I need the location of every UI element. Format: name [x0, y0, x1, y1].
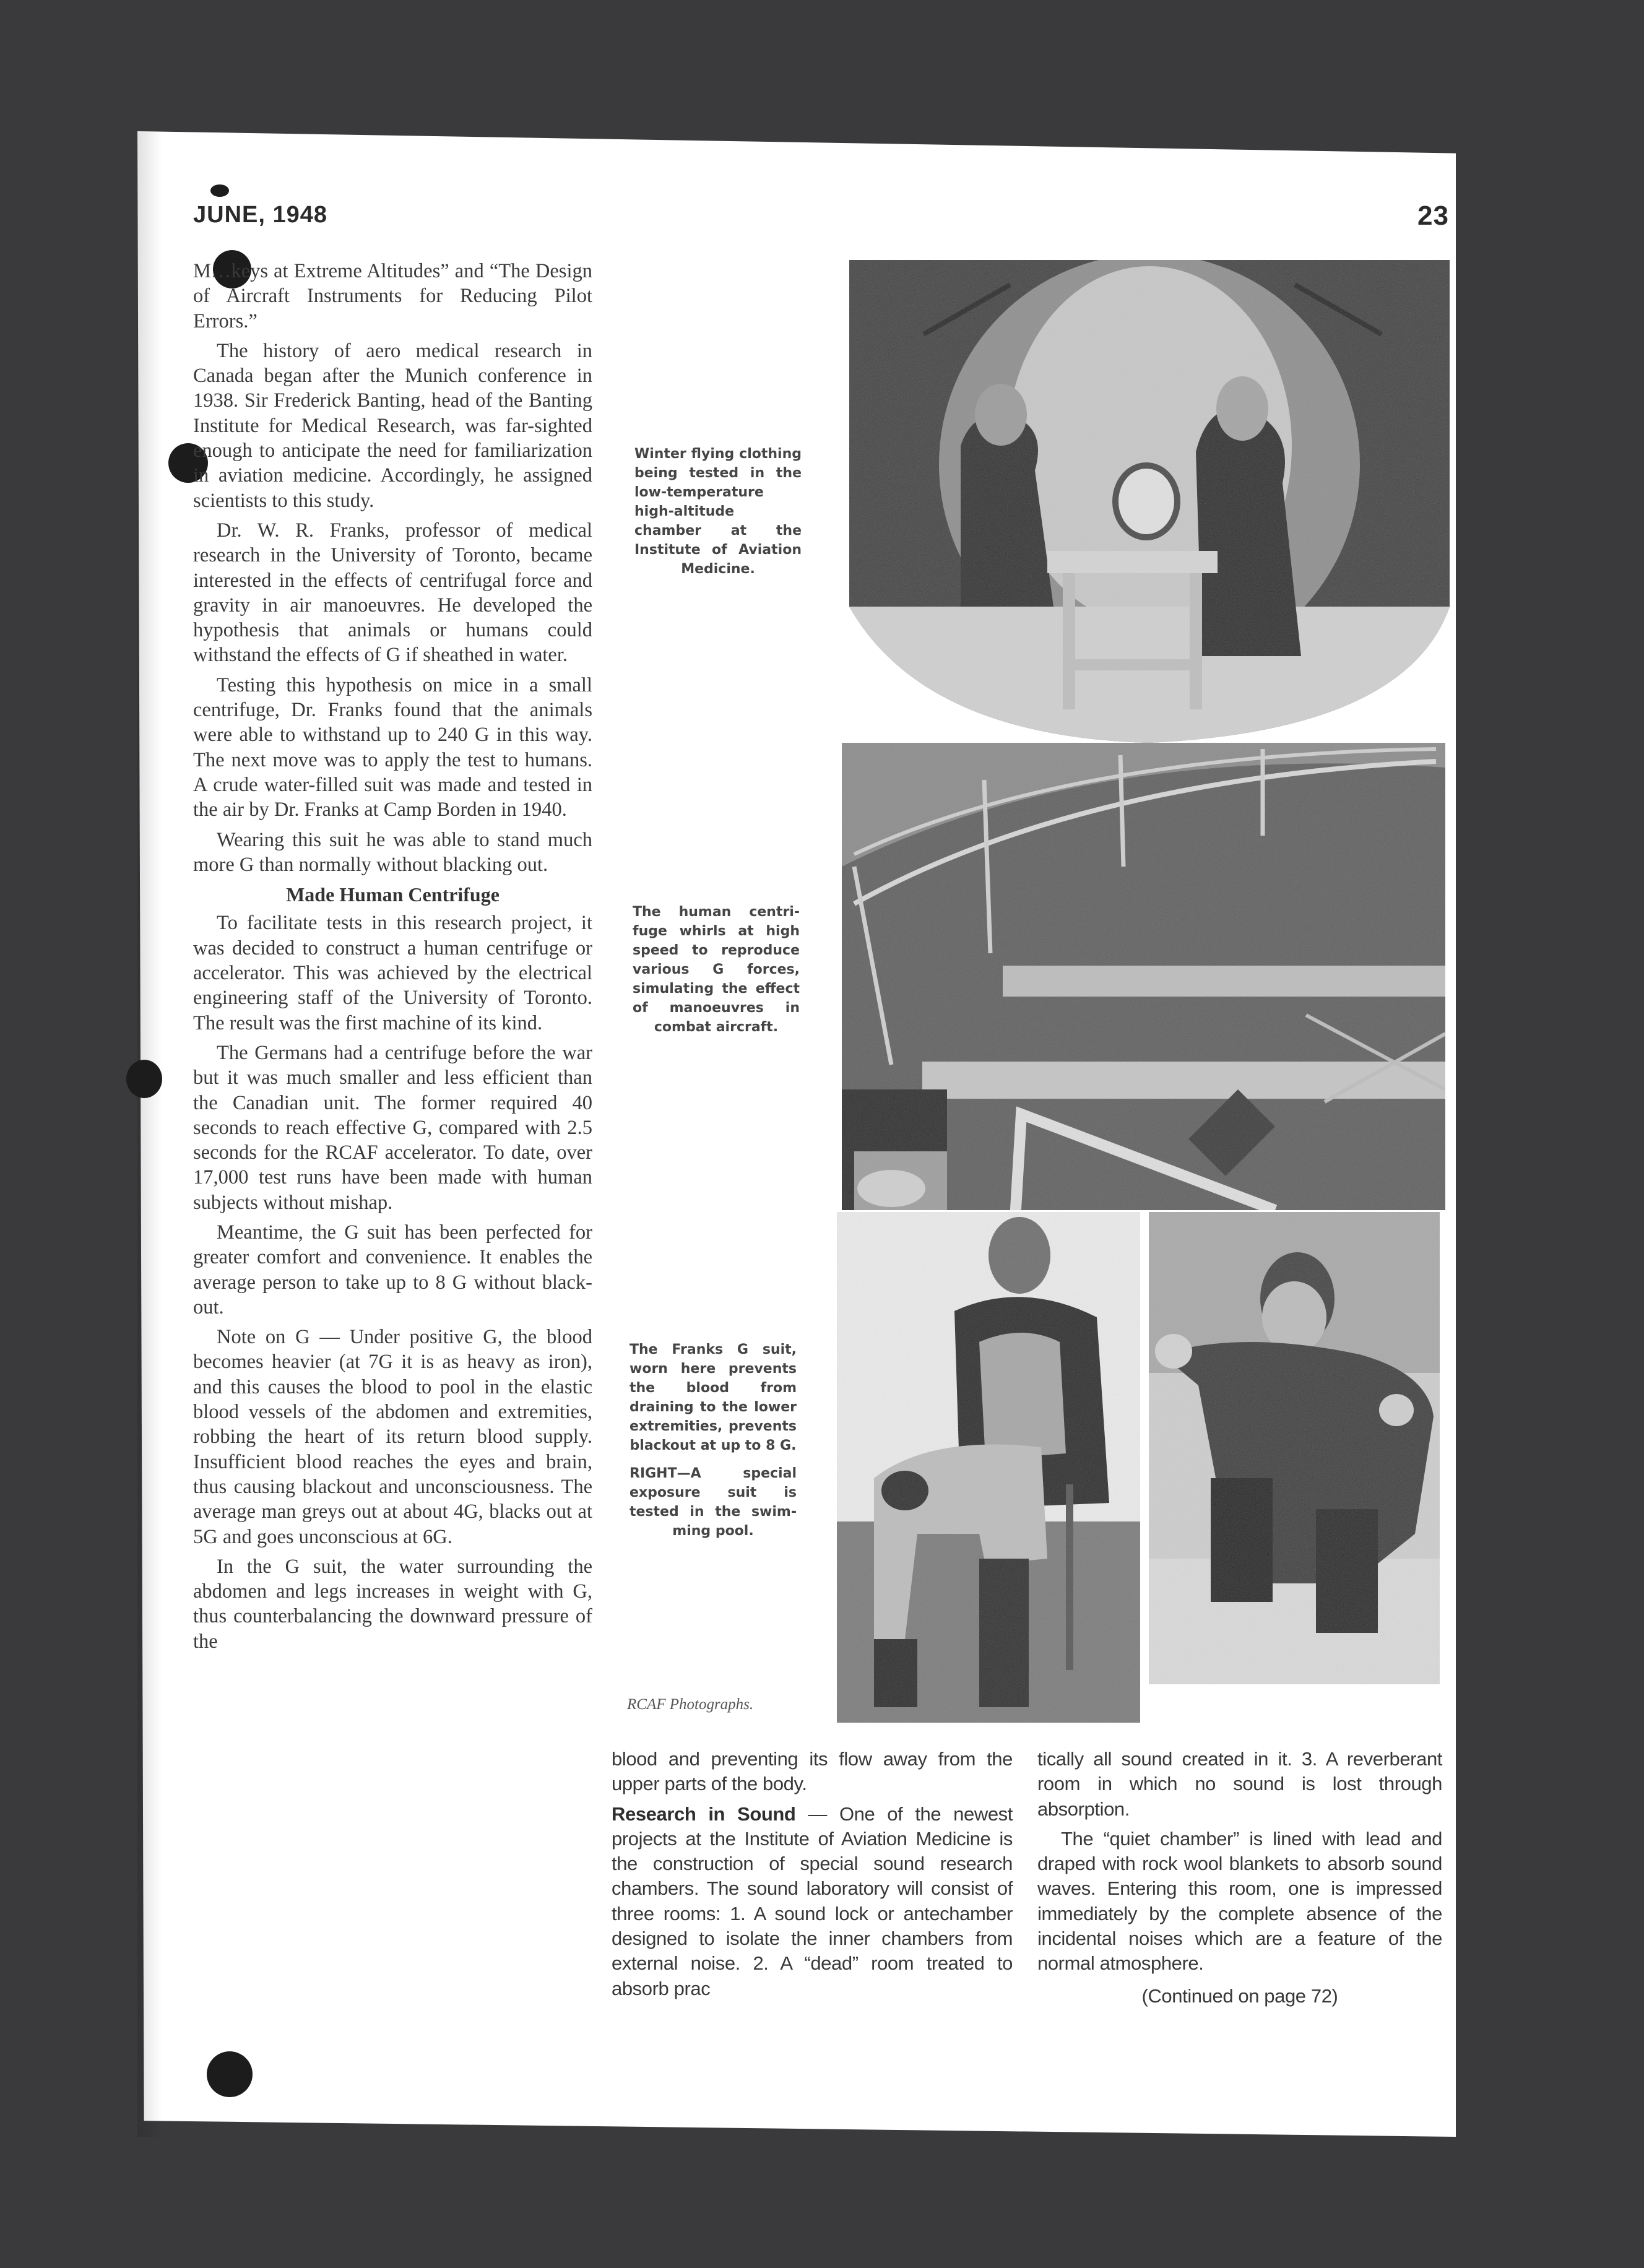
- paragraph: The “quiet chamber” is lined with lead and draped with rock wool blankets to absorb sound waves. Entering this room, one is impressed immediately by the complete absence of the incidental noises which are a feature of the normal atmosphere.: [1037, 1827, 1442, 1975]
- paragraph: In the G suit, the water surrounding the abdomen and legs increases in weight with G, thus counterbalancing the downward pressure of the: [193, 1555, 592, 1653]
- photo-credit: RCAF Photographs.: [627, 1696, 754, 1713]
- paragraph: Dr. W. R. Franks, professor of medical research in the University of Toronto, became interested in the effects of centrifugal force and gravity in air manoeuvres. He developed the hypothesis that animals or humans could withstand the effects of G if sheathed in water.: [193, 519, 592, 667]
- continued-notice: (Continued on page 72): [1141, 1984, 1338, 2007]
- caption-text: RIGHT—A special exposure suit is tested in the swimming pool.: [629, 1466, 797, 1539]
- article-left-column: [193, 259, 592, 1659]
- altitude-chamber-photo: [849, 260, 1450, 743]
- paragraph: Note on G — Under positive G, the blood becomes heavier (at 7G it is as heavy as iron), and this causes the blood to pool in the elastic blood vessels of the abdomen and extremities, robbing the heart of its return blood supply. Insufficient blood reaches the eyes and brain, thus causing blackout and unconsciousness. The average man greys out at about 4G, blacks out at 5G and goes unconscious at 6G.: [193, 1326, 592, 1548]
- page-edge-shadow: [137, 131, 162, 2137]
- page-number: 23: [1417, 201, 1449, 231]
- caption-g-suit: [629, 1340, 797, 1549]
- caption-centrifuge: [633, 902, 800, 1045]
- paragraph: M…keys at Extreme Altitudes” and “The Design of Aircraft Instruments for Reducing Pilot Errors.”: [193, 260, 592, 332]
- caption-text: The Franks G suit, worn here prevents the blood from draining to the lower extremities, prevents blackout at up to 8 G.: [629, 1342, 797, 1453]
- paragraph: Wearing this suit he was able to stand much more G than normally without blacking out.: [193, 828, 592, 876]
- section-lead: Research in Sound: [612, 1803, 796, 1825]
- centrifuge-photo: [842, 743, 1445, 1210]
- article-middle-column: [612, 1747, 1013, 2006]
- ink-speck: [210, 184, 229, 197]
- paragraph: Testing this hypothesis on mice in a small centrifuge, Dr. Franks found that the animals were able to withstand up to 240 G in this way. The next move was to apply the test to humans. A crude water-filled suit was made and tested in the air by Dr. Franks at Camp Borden in 1940.: [193, 673, 592, 821]
- paragraph: blood and preventing its flow away from the upper parts of the body.: [612, 1748, 1013, 1795]
- caption-text: The human centrifuge whirls at high speed to reproduce various G forces, simulating the effect of manoeuvres in combat aircraft.: [633, 904, 800, 1035]
- article-right-column: [1037, 1747, 1442, 2009]
- caption-altitude-chamber: [634, 444, 802, 587]
- paragraph: The Germans had a centrifuge before the war but it was much smaller and less efficient than the Canadian unit. The former required 40 seconds to reach effective G, compared with 2.5 seconds for the RCAF accelerator. To date, over 17,000 test runs have been made with human subjects without mishap.: [193, 1041, 592, 1214]
- paragraph: tically all sound created in it. 3. A reverberant room in which no sound is lost through absorption.: [1037, 1748, 1442, 1820]
- g-suit-photo: [837, 1212, 1140, 1723]
- punch-hole-bottom: [207, 2051, 253, 2097]
- section-text: — One of the newest projects at the Institute of Aviation Medicine is the construction of special sound research chambers. The sound laboratory will consist of three rooms: 1. A sound lock or antechamber designed to isolate the inner chambers from external noise. 2. A “dead” room treated to absorb prac: [612, 1803, 1013, 1999]
- paragraph: [612, 1802, 1013, 2001]
- caption-text: Winter flying clothing being tested in the low-temperature high-altitude chamber at the Institute of Aviation Medicine.: [634, 446, 802, 577]
- issue-date: JUNE, 1948: [193, 202, 328, 228]
- paragraph: Meantime, the G suit has been perfected for greater comfort and convenience. It enables the average person to take up to 8 G without blackout.: [193, 1221, 592, 1318]
- paragraph: To facilitate tests in this research project, it was decided to construct a human centrifuge or accelerator. This was achieved by the electrical engineering staff of the University of Toronto. The result was the first machine of its kind.: [193, 912, 592, 1034]
- subheading: Made Human Centrifuge: [286, 883, 500, 906]
- punch-hole-middle: [126, 1060, 162, 1098]
- exposure-suit-photo: [1149, 1212, 1440, 1684]
- paragraph: The history of aero medical research in Canada began after the Munich conference in 1938. Sir Frederick Banting, head of the Banting Institute for Medical Research, was far-sighted enough to anticipate the need for familiarization in aviation medicine. Accordingly, he assigned scientists to this study.: [193, 339, 592, 512]
